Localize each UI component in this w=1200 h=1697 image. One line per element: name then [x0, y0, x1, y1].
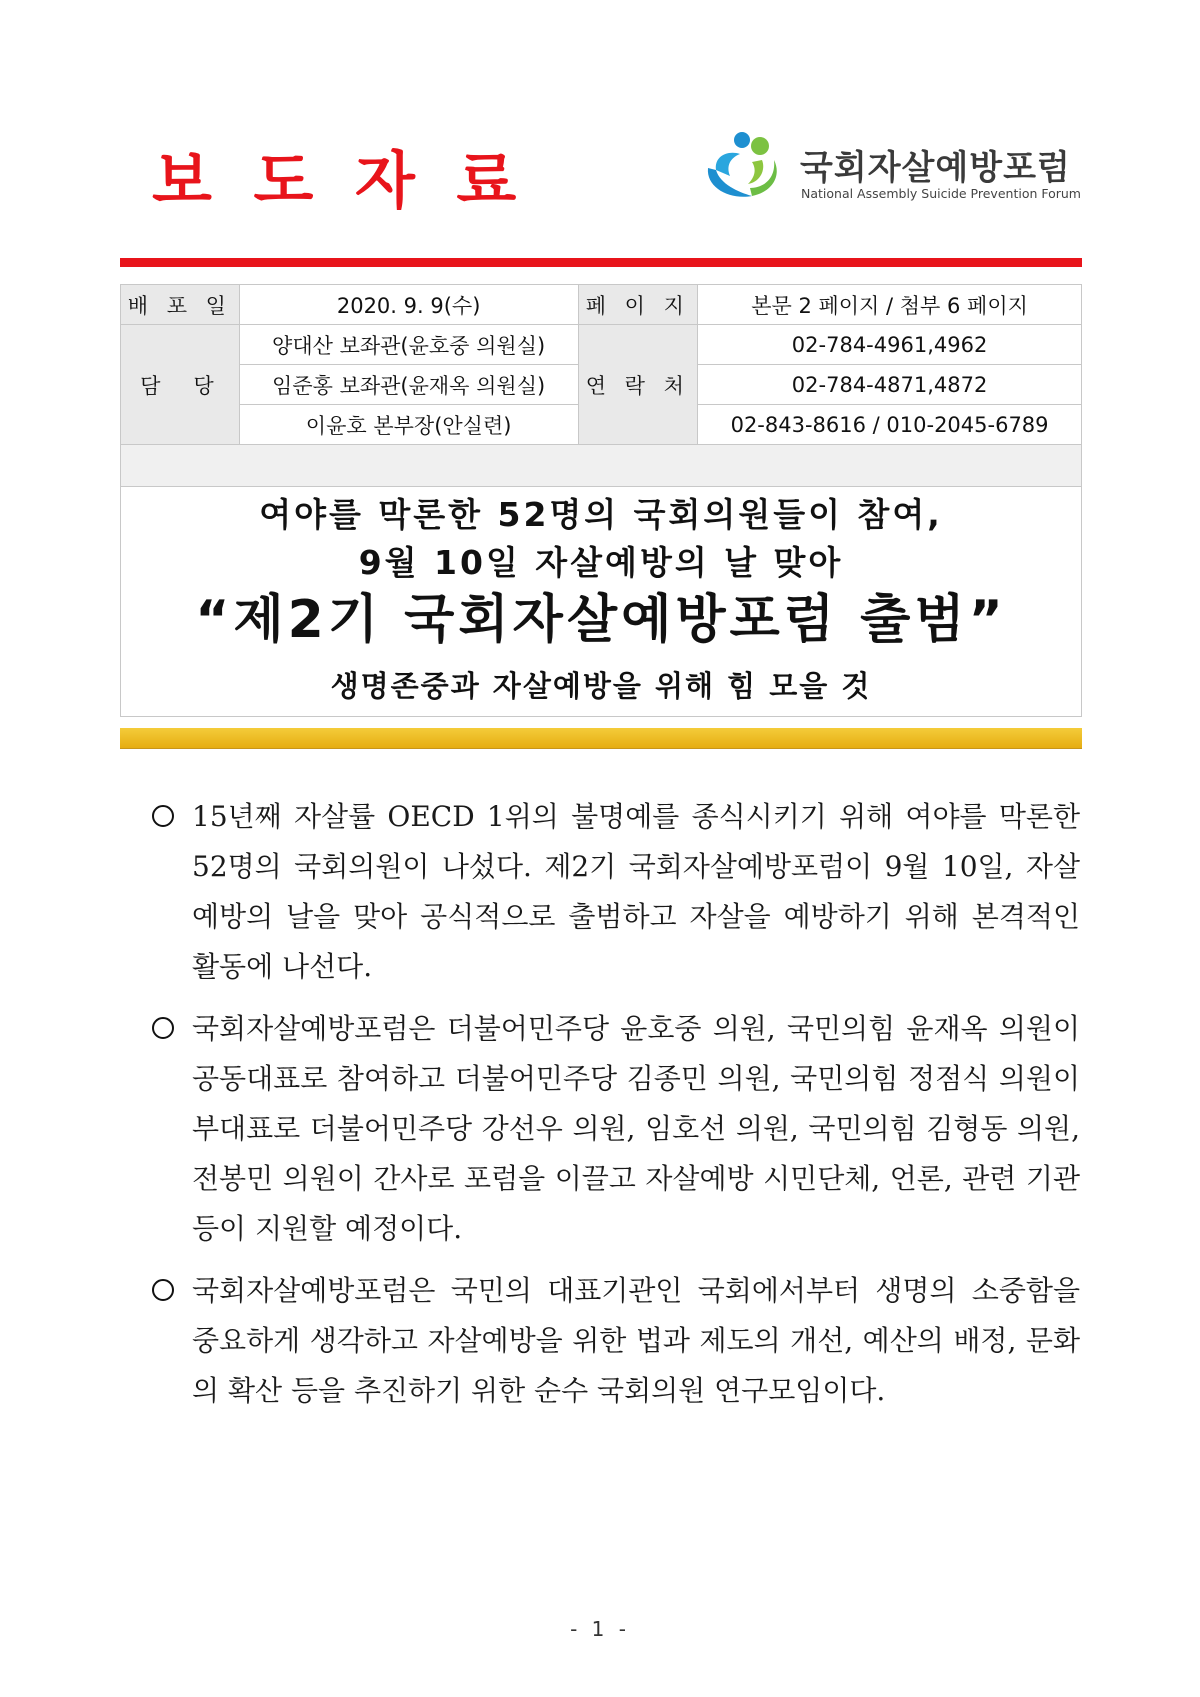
table-spacer-row	[121, 445, 1082, 487]
release-date: 2020. 9. 9(수)	[239, 285, 578, 325]
paragraph-text: 15년째 자살률 OECD 1위의 불명예를 종식시키기 위해 여야를 막론한 52명의 국회의원이 나섰다. 제2기 국회자살예방포럼이 9월 10일, 자살예방의 날을 맞아 공식적으로 출범하고 자살을 예방하기 위해 본격적인 활동에 나선다.	[192, 800, 1080, 983]
contact-phone: 02-843-8616 / 010-2045-6789	[698, 405, 1082, 445]
circle-bullet-icon	[152, 1017, 174, 1039]
forum-logo-icon	[700, 126, 790, 206]
body-paragraph	[150, 1266, 1080, 1416]
release-date-label: 배 포 일	[121, 285, 240, 325]
logo-korean-name: 국회자살예방포럼	[800, 148, 1071, 188]
page-number: - 1 -	[570, 1617, 630, 1641]
circle-bullet-icon	[152, 1279, 174, 1301]
contact-phone: 02-784-4961,4962	[698, 325, 1082, 365]
press-release-title: 보 도 자 료	[152, 144, 527, 217]
body-paragraph	[150, 792, 1080, 992]
pages-label: 페 이 지	[578, 285, 698, 325]
forum-logo	[700, 126, 1080, 206]
body-paragraph	[150, 1004, 1080, 1254]
paragraph-text: 국회자살예방포럼은 국민의 대표기관인 국회에서부터 생명의 소중함을 중요하게 생각하고 자살예방을 위한 법과 제도의 개선, 예산의 배정, 문화의 확산 등을 추진하기 위한 순수 국회의원 연구모임이다.	[192, 1274, 1080, 1407]
body-text	[150, 792, 1080, 1428]
contact-person-label: 담 당	[121, 325, 240, 445]
contact-person: 임준홍 보좌관(윤재옥 의원실)	[239, 365, 578, 405]
circle-bullet-icon	[152, 805, 174, 827]
logo-english-name: National Assembly Suicide Prevention Forum	[801, 186, 1081, 201]
contact-phone: 02-784-4871,4872	[698, 365, 1082, 405]
pages-value: 본문 2 페이지 / 첨부 6 페이지	[698, 285, 1082, 325]
contact-person: 양대산 보좌관(윤호중 의원실)	[239, 325, 578, 365]
paragraph-text: 국회자살예방포럼은 더불어민주당 윤호중 의원, 국민의힘 윤재옥 의원이 공동대표로 참여하고 더불어민주당 김종민 의원, 국민의힘 정점식 의원이 부대표로 더불어민주당 강선우 의원, 임호선 의원, 국민의힘 김형동 의원, 전봉민 의원이 간사로 포럼을 이끌고 자살예방 시민단체, 언론, 관련 기관 등이 지원할 예정이다.	[192, 1012, 1080, 1245]
headline-line-2: 9월 10일 자살예방의 날 맞아	[358, 543, 844, 582]
headline-box	[120, 484, 1082, 717]
header-divider	[120, 258, 1082, 267]
headline-subtitle: 생명존중과 자살예방을 위해 힘 모을 것	[330, 669, 872, 703]
headline-main: “제2기 국회자살예방포럼 출범”	[195, 590, 1007, 650]
headline-divider	[120, 728, 1082, 749]
headline-line-1: 여야를 막론한 52명의 국회의원들이 참여,	[259, 495, 943, 534]
contact-label: 연 락 처	[578, 325, 698, 445]
contact-person: 이윤호 본부장(안실련)	[239, 405, 578, 445]
release-info-table	[120, 284, 1082, 487]
